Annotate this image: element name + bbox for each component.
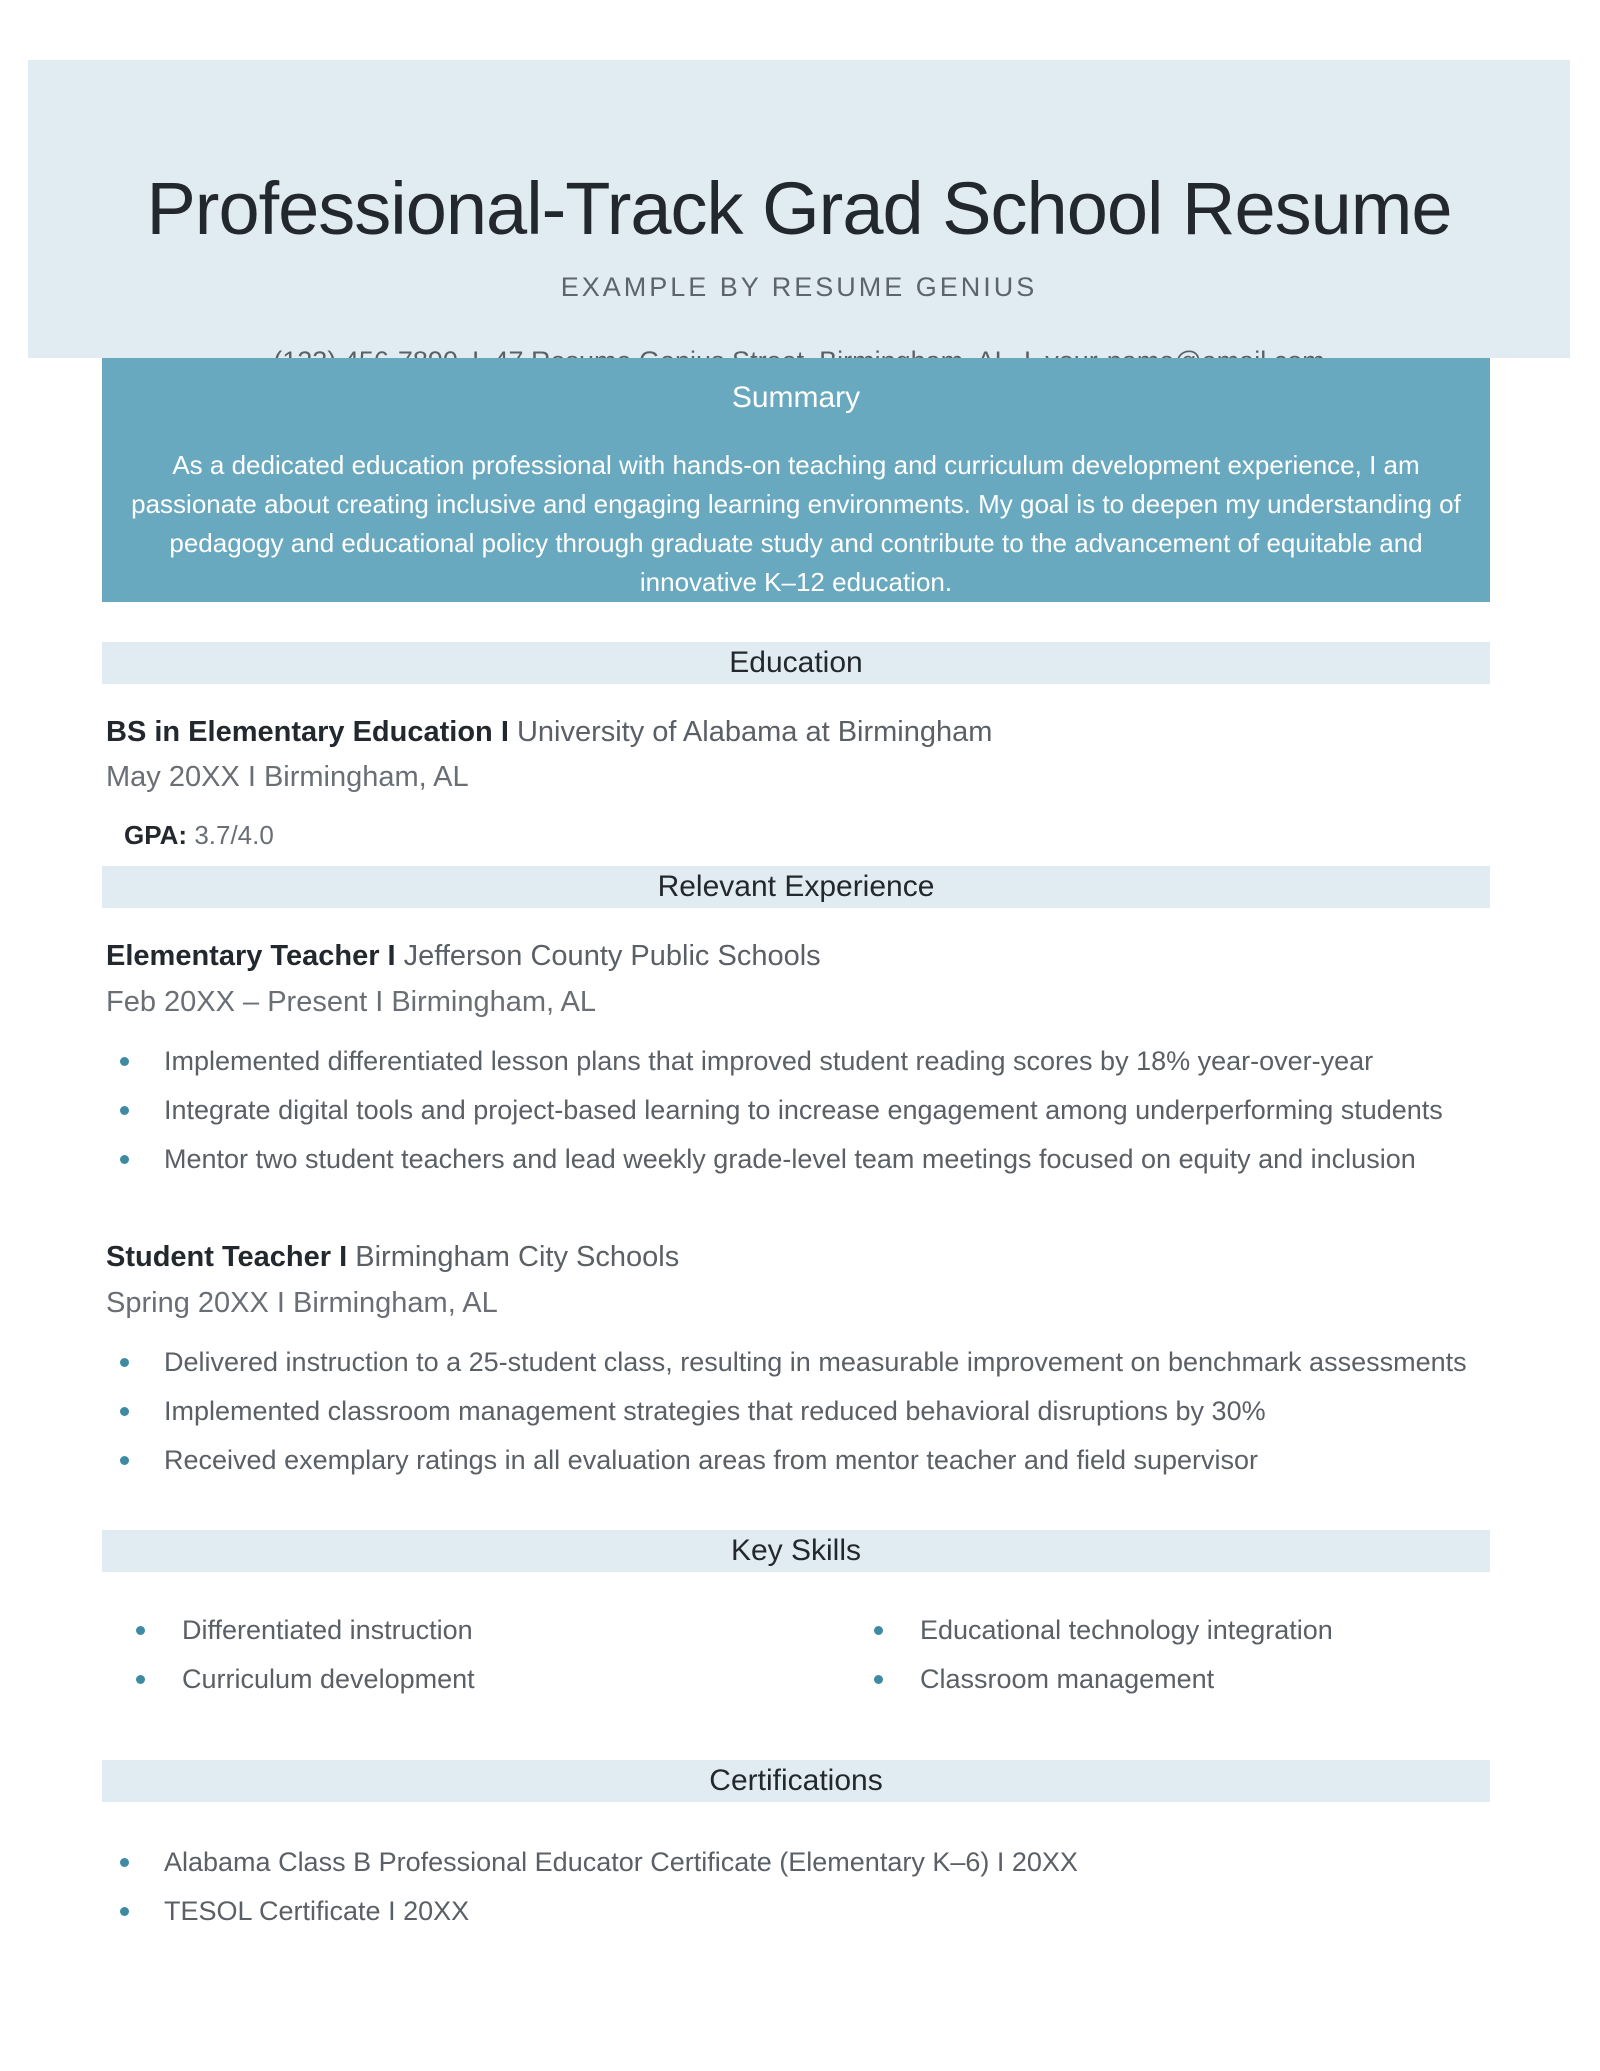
certifications-heading: Certifications bbox=[102, 1760, 1490, 1802]
certifications-list bbox=[102, 1842, 1078, 1940]
list-item: Curriculum development bbox=[136, 1659, 475, 1708]
resume-header bbox=[28, 60, 1570, 358]
skills-list-right bbox=[874, 1610, 1333, 1708]
job-title bbox=[106, 1240, 679, 1275]
job-bullets bbox=[102, 1041, 1443, 1188]
gpa-label: GPA: bbox=[124, 820, 188, 850]
job-bullets bbox=[102, 1342, 1467, 1489]
job-title bbox=[106, 939, 821, 974]
job-org: Jefferson County Public Schools bbox=[403, 940, 821, 972]
summary-section bbox=[102, 358, 1490, 602]
education-heading: Education bbox=[102, 642, 1490, 684]
summary-heading: Summary bbox=[731, 381, 861, 414]
list-item: Alabama Class B Professional Educator Certificate (Elementary K–6) I 20XX bbox=[102, 1842, 1078, 1891]
list-item: TESOL Certificate I 20XX bbox=[102, 1891, 1078, 1940]
list-item: Implemented classroom management strategies that reduced behavioral disruptions by 30% bbox=[102, 1391, 1467, 1440]
job-role: Student Teacher I bbox=[106, 1241, 348, 1273]
list-item: Mentor two student teachers and lead weekly grade-level team meetings focused on equity and inclusion bbox=[102, 1139, 1443, 1188]
job-org: Birmingham City Schools bbox=[355, 1241, 680, 1273]
list-item: Received exemplary ratings in all evaluation areas from mentor teacher and field supervisor bbox=[102, 1440, 1467, 1489]
degree: BS in Elementary Education I bbox=[106, 716, 509, 748]
skills-list-left bbox=[136, 1610, 475, 1708]
skills-heading: Key Skills bbox=[102, 1530, 1490, 1572]
list-item: Educational technology integration bbox=[874, 1610, 1333, 1659]
resume-title: Professional-Track Grad School Resume bbox=[146, 167, 1452, 250]
job-meta: Feb 20XX – Present I Birmingham, AL bbox=[106, 986, 597, 1018]
experience-heading: Relevant Experience bbox=[102, 866, 1490, 908]
education-entry-title bbox=[106, 715, 992, 750]
gpa-line bbox=[124, 820, 274, 851]
job-meta: Spring 20XX I Birmingham, AL bbox=[106, 1287, 498, 1319]
list-item: Implemented differentiated lesson plans that improved student reading scores by 18% year-over-year bbox=[102, 1041, 1443, 1090]
gpa-value: 3.7/4.0 bbox=[194, 820, 274, 850]
job-role: Elementary Teacher I bbox=[106, 940, 396, 972]
resume-subtitle: EXAMPLE BY RESUME GENIUS bbox=[560, 272, 1038, 302]
education-meta: May 20XX I Birmingham, AL bbox=[106, 761, 469, 793]
list-item: Integrate digital tools and project-based learning to increase engagement among underperforming students bbox=[102, 1090, 1443, 1139]
list-item: Differentiated instruction bbox=[136, 1610, 475, 1659]
list-item: Delivered instruction to a 25-student class, resulting in measurable improvement on benchmark assessments bbox=[102, 1342, 1467, 1391]
summary-text: As a dedicated education professional with hands-on teaching and curriculum development experience, I am passionate about creating inclusive and engaging learning environments. My goal is to deepen my understanding of pedagogy and educational policy through graduate study and contribute to the advancement of equitable and innovative K–12 education. bbox=[131, 450, 1461, 597]
list-item: Classroom management bbox=[874, 1659, 1333, 1708]
school: University of Alabama at Birmingham bbox=[516, 716, 993, 748]
